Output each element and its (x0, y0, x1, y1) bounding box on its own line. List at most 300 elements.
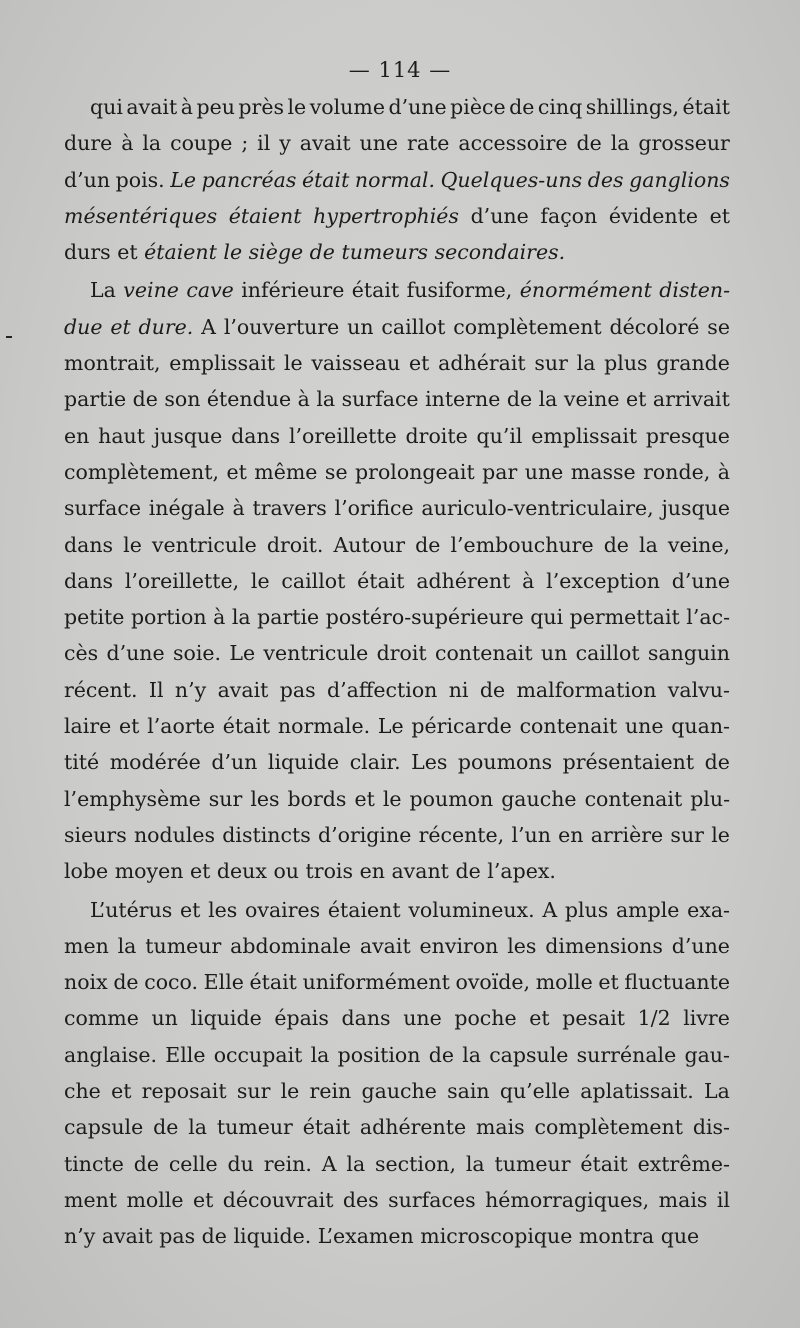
word (480, 678, 505, 702)
word (388, 95, 446, 119)
word (175, 678, 206, 702)
word (411, 714, 511, 738)
roman-text: Elle (203, 970, 244, 995)
word (152, 533, 257, 557)
roman-text: un (540, 641, 568, 666)
roman-text: des (342, 1187, 379, 1212)
word (609, 204, 698, 228)
roman-text: une (359, 131, 399, 156)
roman-text: Les (411, 750, 448, 775)
word (693, 1115, 730, 1139)
word (343, 1188, 379, 1212)
roman-text: emplissait (531, 423, 638, 448)
roman-text: se (707, 314, 730, 339)
roman-text: poche (454, 1006, 517, 1031)
text-line (64, 1006, 730, 1042)
roman-text: péricarde (411, 714, 512, 739)
word (125, 569, 239, 593)
word (328, 898, 401, 922)
roman-text: portion (130, 605, 207, 630)
word (531, 424, 637, 448)
roman-text: et (117, 240, 138, 265)
word (416, 569, 510, 593)
word (231, 424, 280, 448)
word (278, 714, 370, 738)
roman-text: liquide (190, 1006, 262, 1031)
word (429, 1043, 454, 1067)
roman-text: l’un (511, 822, 551, 847)
roman-text: rein (309, 1079, 352, 1104)
word (202, 168, 297, 192)
roman-text: en (359, 859, 385, 884)
italic-text: normal. (354, 167, 435, 192)
roman-text: à (297, 387, 310, 412)
roman-text: à (232, 496, 245, 521)
word (245, 898, 320, 922)
word (64, 641, 98, 665)
word (638, 131, 729, 155)
word (98, 424, 145, 448)
italic-text: tumeurs (341, 240, 429, 265)
roman-text: dure (64, 131, 113, 156)
italic-text: dure. (138, 314, 194, 339)
roman-text: à (180, 95, 193, 119)
word (482, 460, 517, 484)
roman-text: masse (570, 459, 636, 484)
roman-text: était (351, 278, 400, 303)
text-line (64, 605, 730, 641)
roman-text: avant (391, 859, 449, 884)
word (325, 460, 348, 484)
word (318, 1224, 414, 1248)
word (238, 95, 284, 119)
roman-text: une (524, 459, 564, 484)
roman-text: dans (341, 1006, 391, 1031)
word (64, 240, 111, 264)
roman-text: cès (64, 641, 99, 666)
roman-text: grande (656, 351, 730, 376)
word (64, 970, 108, 994)
word (186, 278, 233, 302)
word (407, 131, 449, 155)
roman-text: il (257, 131, 271, 156)
roman-text: droit (376, 641, 427, 666)
roman-text: d’une (671, 568, 730, 593)
roman-text: bords (287, 786, 347, 811)
word (495, 1152, 571, 1176)
word (378, 714, 404, 738)
word (64, 859, 108, 883)
word (249, 240, 303, 264)
italic-text: due (64, 314, 103, 339)
word (545, 934, 663, 958)
word (64, 387, 126, 411)
roman-text: était (580, 1151, 628, 1176)
roman-text: le (283, 351, 303, 376)
margin-mark (6, 336, 12, 338)
roman-text: était (222, 714, 271, 739)
roman-text: et (192, 1187, 214, 1212)
word (638, 1152, 730, 1176)
roman-text: l’orifice (334, 496, 414, 521)
word (250, 787, 279, 811)
word (232, 496, 244, 520)
word (145, 934, 221, 958)
roman-text: récente, (418, 822, 505, 847)
roman-text: complètement (453, 314, 602, 339)
word (223, 240, 242, 264)
word (410, 787, 494, 811)
roman-text: lobe (64, 859, 109, 884)
word (252, 496, 326, 520)
word (570, 605, 680, 629)
word (661, 1224, 699, 1248)
roman-text: était (357, 568, 405, 593)
roman-text: en (64, 423, 90, 448)
roman-text: interne (425, 387, 501, 412)
word (64, 934, 109, 958)
text-line (64, 204, 730, 240)
word (303, 970, 450, 994)
word (355, 168, 435, 192)
roman-text: et (119, 714, 140, 739)
roman-text: était (302, 1115, 351, 1140)
roman-text: le (711, 822, 730, 847)
word (458, 131, 567, 155)
roman-text: dimensions (545, 933, 663, 958)
word (118, 934, 137, 958)
word (64, 351, 161, 375)
word (507, 934, 536, 958)
word (211, 750, 257, 774)
roman-text: complètement, (64, 459, 219, 484)
word (420, 1224, 572, 1248)
word (144, 970, 198, 994)
roman-text: surfaces (388, 1187, 476, 1212)
roman-text: d’une (671, 933, 730, 958)
word (588, 168, 624, 192)
roman-text: à (213, 605, 226, 630)
word (455, 859, 480, 883)
roman-text: peu (196, 95, 235, 119)
word (441, 168, 583, 192)
word (577, 1043, 677, 1067)
word (406, 424, 468, 448)
word (64, 823, 127, 847)
roman-text: moyen (114, 859, 184, 884)
word (656, 351, 730, 375)
word (542, 898, 557, 922)
italic-text: secondaires. (434, 240, 566, 265)
word (375, 1152, 456, 1176)
italic-text: ganglions (629, 167, 730, 192)
roman-text: exa- (687, 897, 730, 922)
word (509, 95, 534, 119)
italic-text: était (301, 167, 350, 192)
roman-text: La (90, 278, 116, 303)
word (571, 460, 636, 484)
word (226, 460, 246, 484)
text-line (64, 278, 730, 314)
roman-text: d’une (106, 641, 165, 666)
word (139, 315, 194, 339)
word (535, 1115, 683, 1139)
roman-text: rate (407, 131, 450, 156)
word (643, 460, 710, 484)
roman-text: droit. (266, 532, 324, 557)
roman-text: capsule (489, 1042, 569, 1067)
word (257, 605, 319, 629)
word (64, 496, 141, 520)
roman-text: partie (257, 605, 320, 630)
roman-text: malformation (516, 677, 657, 702)
word (229, 641, 255, 665)
word (223, 1188, 334, 1212)
word (64, 1115, 143, 1139)
italic-text: pancréas (201, 167, 297, 192)
roman-text: la (316, 387, 336, 412)
word (598, 970, 618, 994)
word (670, 823, 704, 847)
roman-text: à (522, 568, 535, 593)
word (625, 714, 664, 738)
word (201, 315, 216, 339)
roman-text: de (576, 131, 602, 156)
word (529, 1006, 549, 1030)
word (298, 387, 310, 411)
word (169, 351, 275, 375)
word (193, 1188, 213, 1212)
roman-text: avait (126, 95, 178, 119)
word (355, 460, 475, 484)
roman-text: volumineux. (408, 897, 535, 922)
italic-text: Quelques-uns (440, 167, 583, 192)
word (149, 496, 225, 520)
word (64, 533, 113, 557)
roman-text: était (682, 95, 730, 119)
roman-text: Le (377, 714, 404, 739)
roman-text: l’embouchure (450, 532, 594, 557)
text-line (64, 1188, 730, 1224)
word (507, 387, 532, 411)
roman-text: surface (341, 387, 419, 412)
roman-text: n’y (174, 677, 207, 702)
roman-text: ample (615, 897, 680, 922)
roman-text: le (123, 532, 142, 557)
word (64, 605, 124, 629)
word (580, 1152, 627, 1176)
word (458, 750, 552, 774)
word (717, 1188, 730, 1212)
roman-text: présentaient (562, 750, 695, 775)
word (361, 1079, 436, 1103)
word (64, 315, 102, 339)
word (90, 898, 172, 922)
roman-text: pas (159, 1224, 196, 1249)
word (562, 1006, 625, 1030)
roman-text: étaient (327, 897, 401, 922)
word (121, 131, 133, 155)
roman-text: caillot (281, 568, 346, 593)
word (322, 1152, 337, 1176)
word (281, 1079, 300, 1103)
word (672, 569, 730, 593)
word (352, 278, 399, 302)
italic-text: disten- (659, 278, 730, 303)
roman-text: caillot (381, 314, 446, 339)
italic-text: veine (123, 278, 179, 303)
word (449, 678, 469, 702)
roman-text: l’oreillette (288, 423, 397, 448)
roman-text: coupe (170, 131, 233, 156)
word (391, 859, 448, 883)
roman-text: la (462, 1042, 481, 1067)
word (576, 131, 601, 155)
word (264, 1152, 312, 1176)
word (302, 168, 349, 192)
roman-text: caillot (575, 641, 640, 666)
word (64, 131, 112, 155)
word (350, 750, 401, 774)
word (586, 95, 679, 119)
roman-text: le (280, 1079, 300, 1104)
roman-text: et (598, 970, 619, 995)
roman-text: l’emphysème (64, 786, 201, 811)
word (489, 1043, 568, 1067)
word (254, 460, 317, 484)
word (164, 387, 200, 411)
word (525, 460, 564, 484)
roman-text: de (506, 387, 533, 412)
roman-text: plu- (690, 786, 730, 811)
word (407, 278, 513, 302)
word (257, 131, 270, 155)
roman-text: épais (274, 1006, 329, 1031)
text-line (64, 240, 730, 276)
italic-text: étaient (144, 240, 217, 265)
roman-text: avait (359, 933, 411, 958)
word (207, 387, 291, 411)
roman-text: par (482, 459, 518, 484)
word (648, 641, 730, 665)
word (318, 823, 411, 847)
word (409, 351, 429, 375)
roman-text: qui (530, 605, 564, 630)
roman-text: tumeur (494, 1151, 571, 1176)
roman-text: L’examen (317, 1224, 414, 1249)
text-line (64, 1079, 730, 1115)
word (611, 131, 630, 155)
word (686, 605, 730, 629)
roman-text: noix (64, 970, 108, 995)
word (718, 460, 730, 484)
roman-text: ovaires (245, 897, 321, 922)
roman-text: les (208, 897, 238, 922)
roman-text: de (704, 750, 730, 775)
word (342, 387, 419, 411)
roman-text: avait (299, 131, 351, 156)
roman-text: ni (448, 677, 469, 702)
roman-text: de (603, 532, 629, 557)
text-line (64, 1152, 730, 1188)
italic-text: et (110, 314, 131, 339)
word (173, 641, 221, 665)
roman-text: clair. (349, 750, 401, 775)
word (110, 315, 130, 339)
roman-text: montrait, (64, 351, 161, 376)
text-line (64, 351, 730, 387)
word (90, 95, 123, 119)
roman-text: presque (645, 423, 730, 448)
word (165, 1043, 205, 1067)
word (222, 823, 310, 847)
word (217, 859, 267, 883)
word (565, 898, 608, 922)
roman-text: l’aorte (147, 714, 215, 739)
word (520, 714, 618, 738)
word (113, 970, 138, 994)
roman-text: mais (475, 1115, 525, 1140)
roman-text: le (287, 95, 307, 119)
word (579, 1224, 654, 1248)
word (585, 787, 683, 811)
roman-text: section, (375, 1151, 457, 1176)
word (241, 131, 248, 155)
word (347, 315, 373, 339)
text-line (64, 641, 730, 677)
roman-text: gau- (684, 1042, 730, 1067)
word (360, 1115, 466, 1139)
roman-text: men (64, 933, 109, 958)
word (204, 970, 244, 994)
word (64, 750, 99, 774)
roman-text: l’exception (546, 568, 661, 593)
word (196, 95, 234, 119)
roman-text: et (111, 1079, 132, 1104)
word (251, 569, 270, 593)
word (90, 278, 116, 302)
word (466, 1152, 485, 1176)
text-line (64, 1043, 730, 1079)
word (230, 934, 351, 958)
word (576, 641, 640, 665)
text-line (64, 1115, 730, 1151)
word (181, 95, 193, 119)
word (126, 95, 177, 119)
word (64, 168, 110, 192)
word (500, 1079, 570, 1103)
word (202, 1224, 227, 1248)
word (229, 204, 302, 228)
word (303, 1115, 350, 1139)
roman-text: jusque (153, 423, 223, 448)
roman-text: A (321, 1151, 337, 1176)
word (661, 496, 730, 520)
roman-text: plus (604, 351, 648, 376)
roman-text: étendue (206, 387, 292, 412)
word (342, 1006, 391, 1030)
roman-text: de (455, 859, 481, 884)
roman-text: une (624, 714, 664, 739)
roman-text: uniformément (302, 970, 450, 995)
word (209, 787, 243, 811)
word (116, 168, 165, 192)
word (388, 1188, 475, 1212)
word (450, 533, 593, 557)
roman-text: à (121, 131, 134, 156)
text-line (64, 714, 730, 750)
word (237, 1079, 271, 1103)
